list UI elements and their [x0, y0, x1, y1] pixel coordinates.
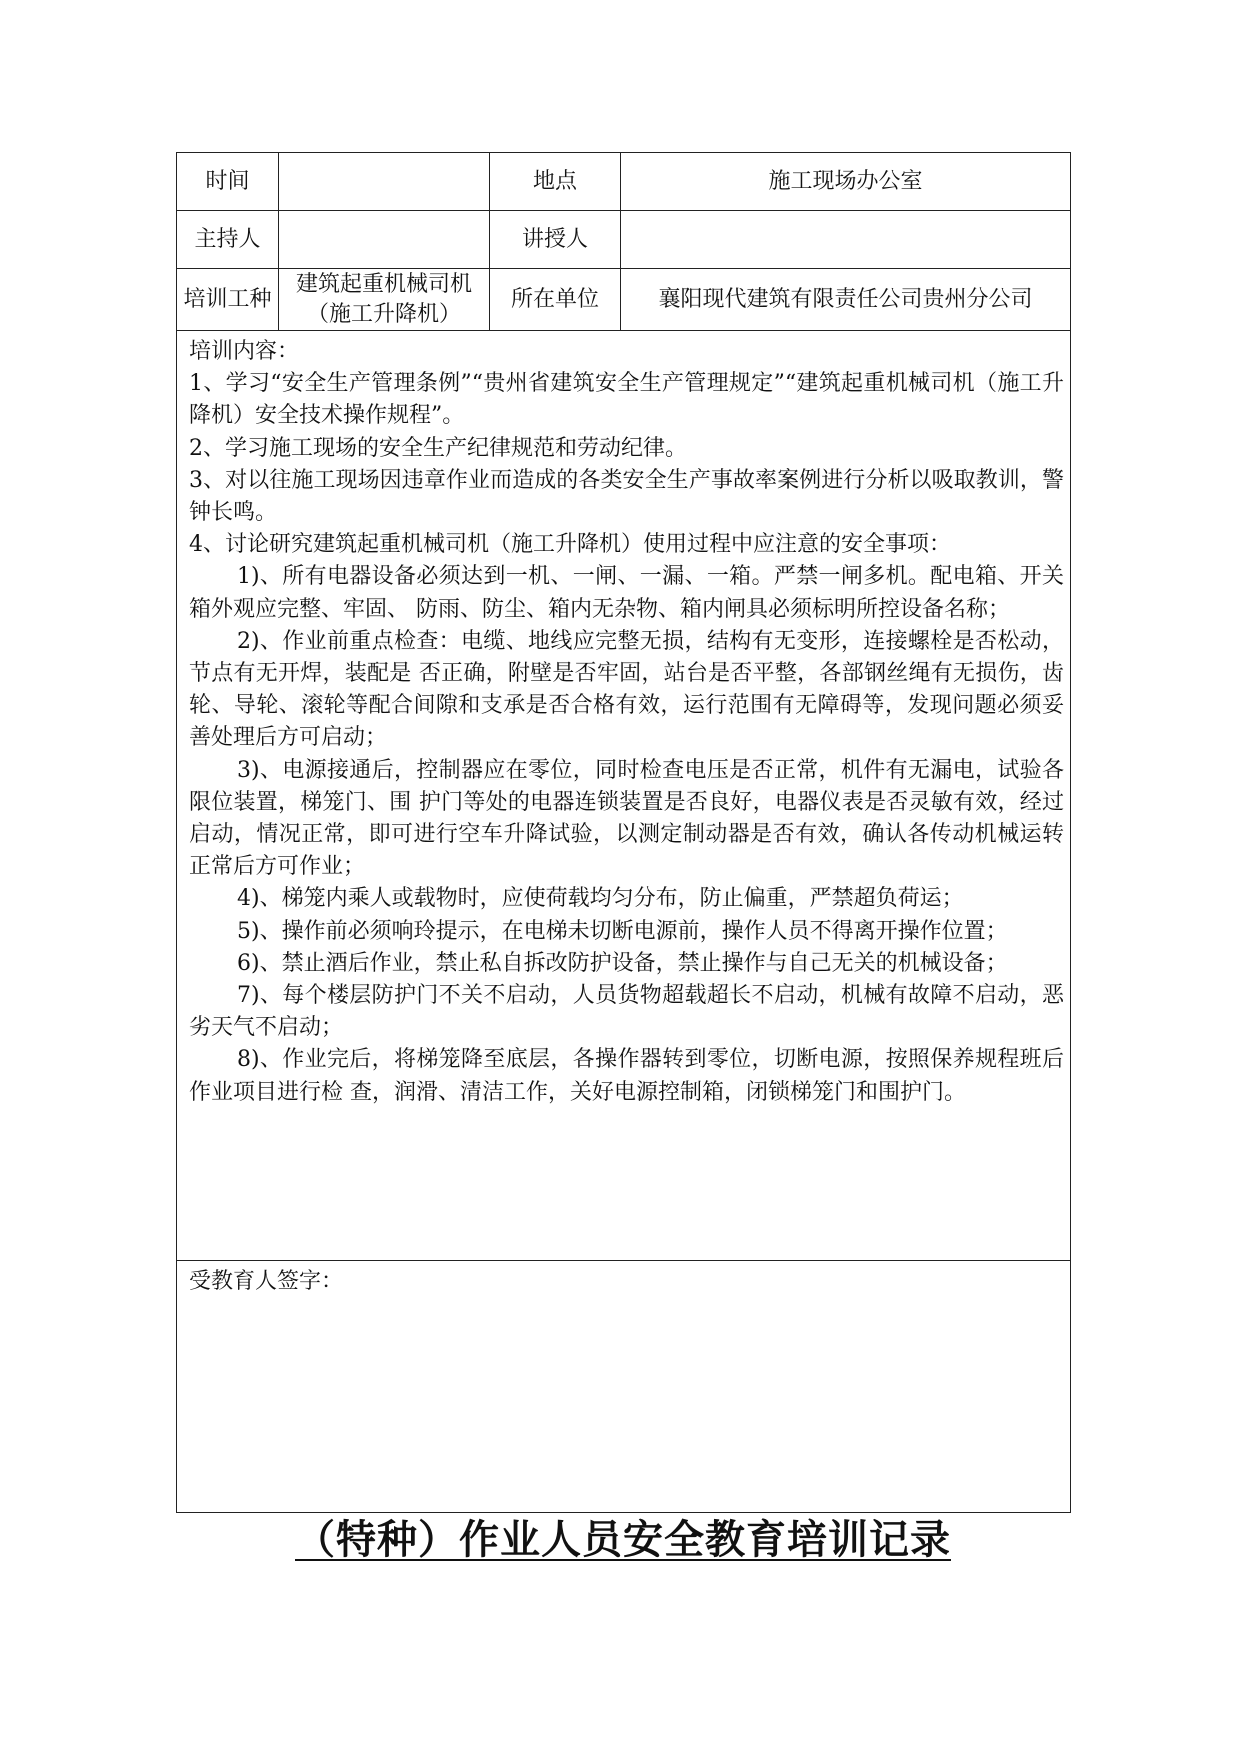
signature-label: 受教育人签字：	[189, 1269, 344, 1294]
document-title-text: （特种）作业人员安全教育培训记录	[295, 1516, 951, 1563]
content-label: 培训内容：	[189, 339, 300, 364]
host-label: 主持人	[177, 211, 279, 269]
content-subitem: 1)、所有电器设备必须达到一机、一闸、一漏、一箱。严禁一闸多机。配电箱、开关箱外观应完整、牢固、 防雨、防尘、箱内无杂物、箱内闸具必须标明所控设备名称；	[189, 564, 1064, 622]
row-time-location	[177, 153, 1071, 211]
content-item: 1、学习“安全生产管理条例”“贵州省建筑安全生产管理规定”“建筑起重机械司机（施工升降机）安全技术操作规程”。	[189, 371, 1064, 429]
unit-label: 所在单位	[490, 269, 621, 331]
unit-value: 襄阳现代建筑有限责任公司贵州分公司	[621, 269, 1071, 331]
content-subitem: 7)、每个楼层防护门不关不启动，人员货物超载超长不启动，机械有故障不启动，恶劣天气不启动；	[189, 983, 1064, 1041]
content-subitem: 8)、作业完后，将梯笼降至底层，各操作器转到零位，切断电源，按照保养规程班后作业项目进行检 查，润滑、清洁工作，关好电源控制箱，闭锁梯笼门和围护门。	[189, 1047, 1064, 1105]
lecturer-label: 讲授人	[490, 211, 621, 269]
trade-label: 培训工种	[177, 269, 279, 331]
row-host-lecturer	[177, 211, 1071, 269]
document-title	[176, 1512, 1070, 1568]
signature-cell	[177, 1261, 1071, 1513]
content-item: 2、学习施工现场的安全生产纪律规范和劳动纪律。	[189, 435, 687, 461]
row-trade-unit	[177, 269, 1071, 331]
location-label: 地点	[490, 153, 621, 211]
training-content-cell	[177, 331, 1071, 1261]
location-value: 施工现场办公室	[621, 153, 1071, 211]
content-subitem: 4)、梯笼内乘人或载物时，应使荷载均匀分布，防止偏重，严禁超负荷运；	[237, 886, 964, 912]
host-value	[279, 211, 490, 269]
row-signature	[177, 1261, 1071, 1513]
time-value	[279, 153, 490, 211]
content-item: 4、讨论研究建筑起重机械司机（施工升降机）使用过程中应注意的安全事项：	[189, 532, 951, 558]
content-subitem: 2)、作业前重点检查：电缆、地线应完整无损，结构有无变形，连接螺栓是否松动，节点有无开焊，装配是 否正确，附壁是否牢固，站台是否平整，各部钢丝绳有无损伤，齿轮、导轮、滚轮等配合间隙和支承是否合格有效，运行范围有无障碍等，发现问题必须妥善处理后方可启动；	[189, 628, 1064, 751]
content-subitem: 6)、禁止酒后作业，禁止私自拆改防护设备，禁止操作与自己无关的机械设备；	[237, 950, 1008, 976]
content-item: 3、对以往施工现场因违章作业而造成的各类安全生产事故率案例进行分析以吸取教训，警钟长鸣。	[189, 467, 1064, 526]
training-record-table	[176, 152, 1071, 1513]
row-content	[177, 331, 1071, 1261]
content-subitem: 3)、电源接通后，控制器应在零位，同时检查电压是否正常，机件有无漏电，试验各限位装置，梯笼门、围 护门等处的电器连锁装置是否良好，电器仪表是否灵敏有效，经过启动，情况正常，即可进行空车升降试验，以测定制动器是否有效，确认各传动机械运转正常后方可作业；	[189, 757, 1064, 880]
lecturer-value	[621, 211, 1071, 269]
content-subitem: 5)、操作前必须响玲提示，在电梯未切断电源前，操作人员不得离开操作位置；	[237, 918, 1008, 944]
time-label: 时间	[177, 153, 279, 211]
trade-value: 建筑起重机械司机（施工升降机）	[279, 269, 490, 331]
